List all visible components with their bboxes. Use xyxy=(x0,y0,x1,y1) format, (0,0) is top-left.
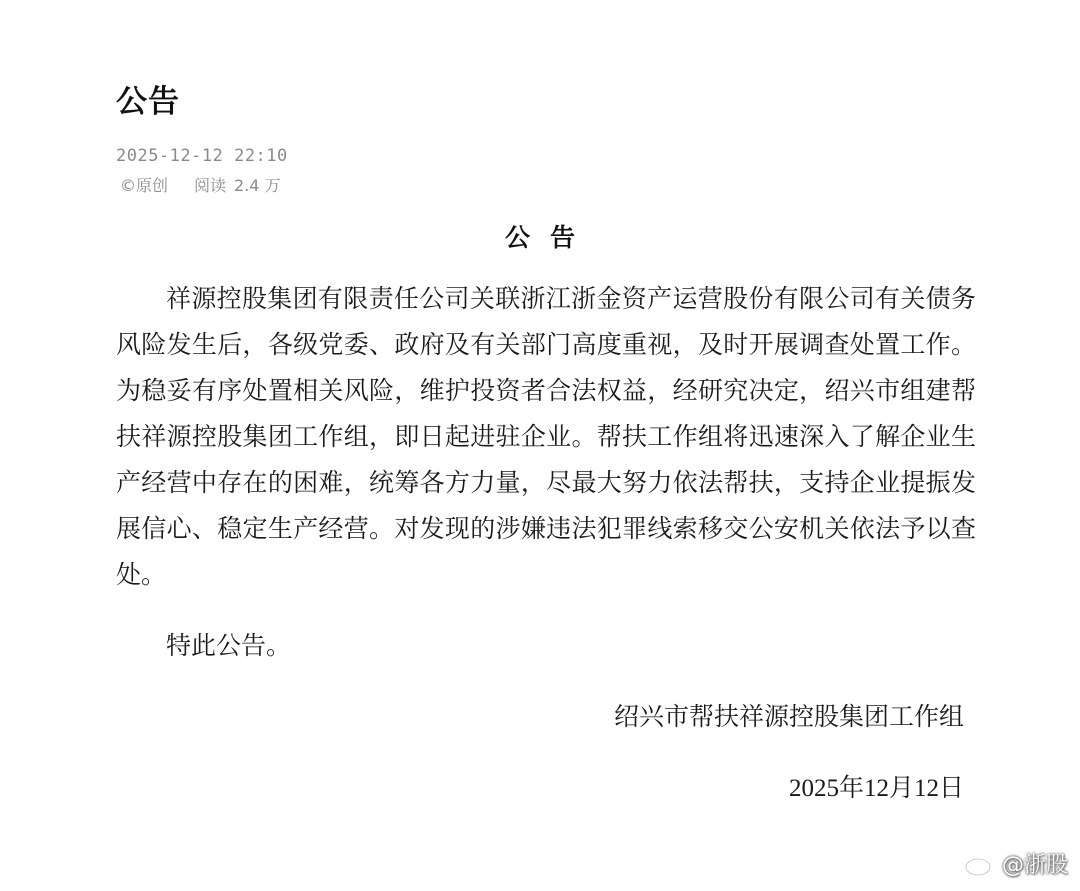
read-label: 阅读 xyxy=(194,176,227,195)
article-title: 公告 xyxy=(116,84,180,120)
article-meta xyxy=(120,173,281,196)
weibo-icon xyxy=(964,851,998,877)
notice-heading: 公告 xyxy=(504,223,595,252)
notice-date: 2025年12月12日 xyxy=(788,775,964,802)
watermark-text: @浙股 xyxy=(1001,853,1068,878)
original-tag: ©原创 xyxy=(120,176,169,195)
notice-signature: 绍兴市帮扶祥源控股集团工作组 xyxy=(613,702,964,731)
read-count: 2.4 万 xyxy=(234,176,281,195)
notice-body: 祥源控股集团有限责任公司关联浙江浙金资产运营股份有限公司有关债务风险发生后，各级党委、政府及有关部门高度重视，及时开展调查处置工作。为稳妥有序处置相关风险，维护投资者合法权益，经研究决定，绍兴市组建帮扶祥源控股集团工作组，即日起进驻企业。帮扶工作组将迅速深入了解企业生产经营中存在的困难，统筹各方力量，尽最大努力依法帮扶，支持企业提振发展信心、稳定生产经营。对发现的涉嫌违法犯罪线索移交公安机关依法予以查处。 xyxy=(116,284,976,589)
publish-time: 2025-12-12 22:10 xyxy=(116,146,288,166)
weibo-watermark xyxy=(964,848,1068,879)
notice-closing: 特此公告。 xyxy=(166,631,292,660)
